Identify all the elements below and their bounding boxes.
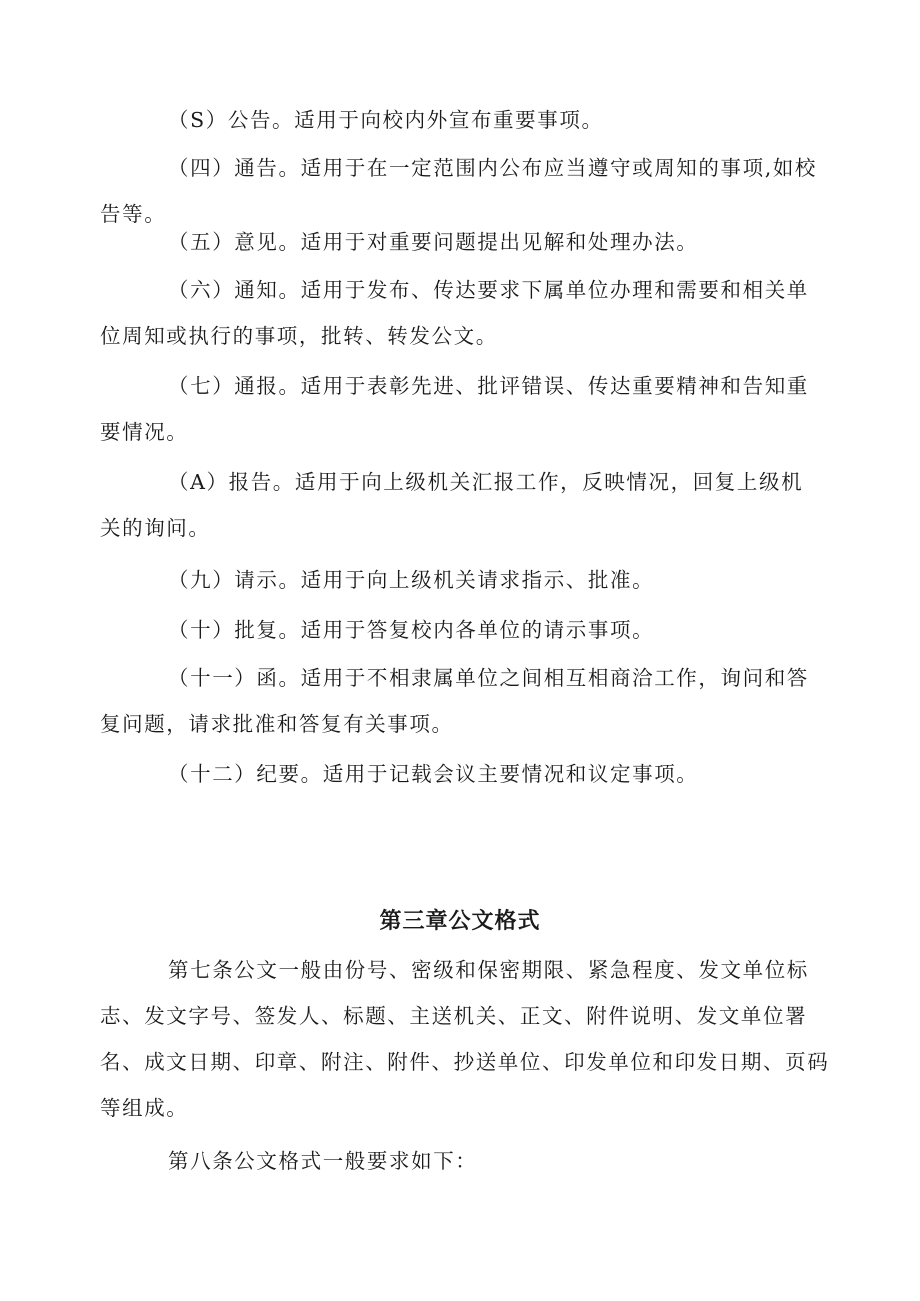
- chapter-title: 第三章公文格式: [379, 909, 541, 934]
- paragraph-reply: （十）批复。适用于答复校内各单位的请示事项。: [168, 618, 655, 642]
- paragraph-article-8: 第八条公文格式一般要求如下：: [168, 1149, 478, 1173]
- paragraph-minutes: （十二）纪要。适用于记载会议主要情况和议定事项。: [168, 762, 699, 786]
- paragraph-request: （九）请示。适用于向上级机关请求指示、批准。: [168, 568, 655, 592]
- paragraph-letter: （十一）函。适用于不相隶属单位之间相互相商洽工作，询问和答复问题，请求批准和答复有关事项。: [100, 666, 809, 736]
- paragraph-article-7: 第七条公文一般由份号、密级和保密期限、紧急程度、发文单位标志、发文字号、签发人、标题、主送机关、正文、附件说明、发文单位署名、成文日期、印章、附注、附件、抄送单位、印发单位和印发日期、页码等组成。: [100, 958, 830, 1120]
- paragraph-notice-public: （四）通告。适用于在一定范围内公布应当遵守或周知的事项,如校告等。: [100, 156, 818, 226]
- paragraph-bulletin: （七）通报。适用于表彰先进、批评错误、传达重要精神和告知重要情况。: [100, 374, 809, 444]
- paragraph-report: （A）报告。适用于向上级机关汇报工作，反映情况，回复上级机关的询问。: [100, 470, 804, 540]
- paragraph-notification: （六）通知。适用于发布、传达要求下属单位办理和需要和相关单位周知或执行的事项，批转、转发公文。: [100, 278, 809, 348]
- paragraph-opinion: （五）意见。适用于对重要问题提出见解和处理办法。: [168, 230, 699, 254]
- paragraph-announcement: （S）公告。适用于向校内外宣布重要事项。: [168, 108, 604, 132]
